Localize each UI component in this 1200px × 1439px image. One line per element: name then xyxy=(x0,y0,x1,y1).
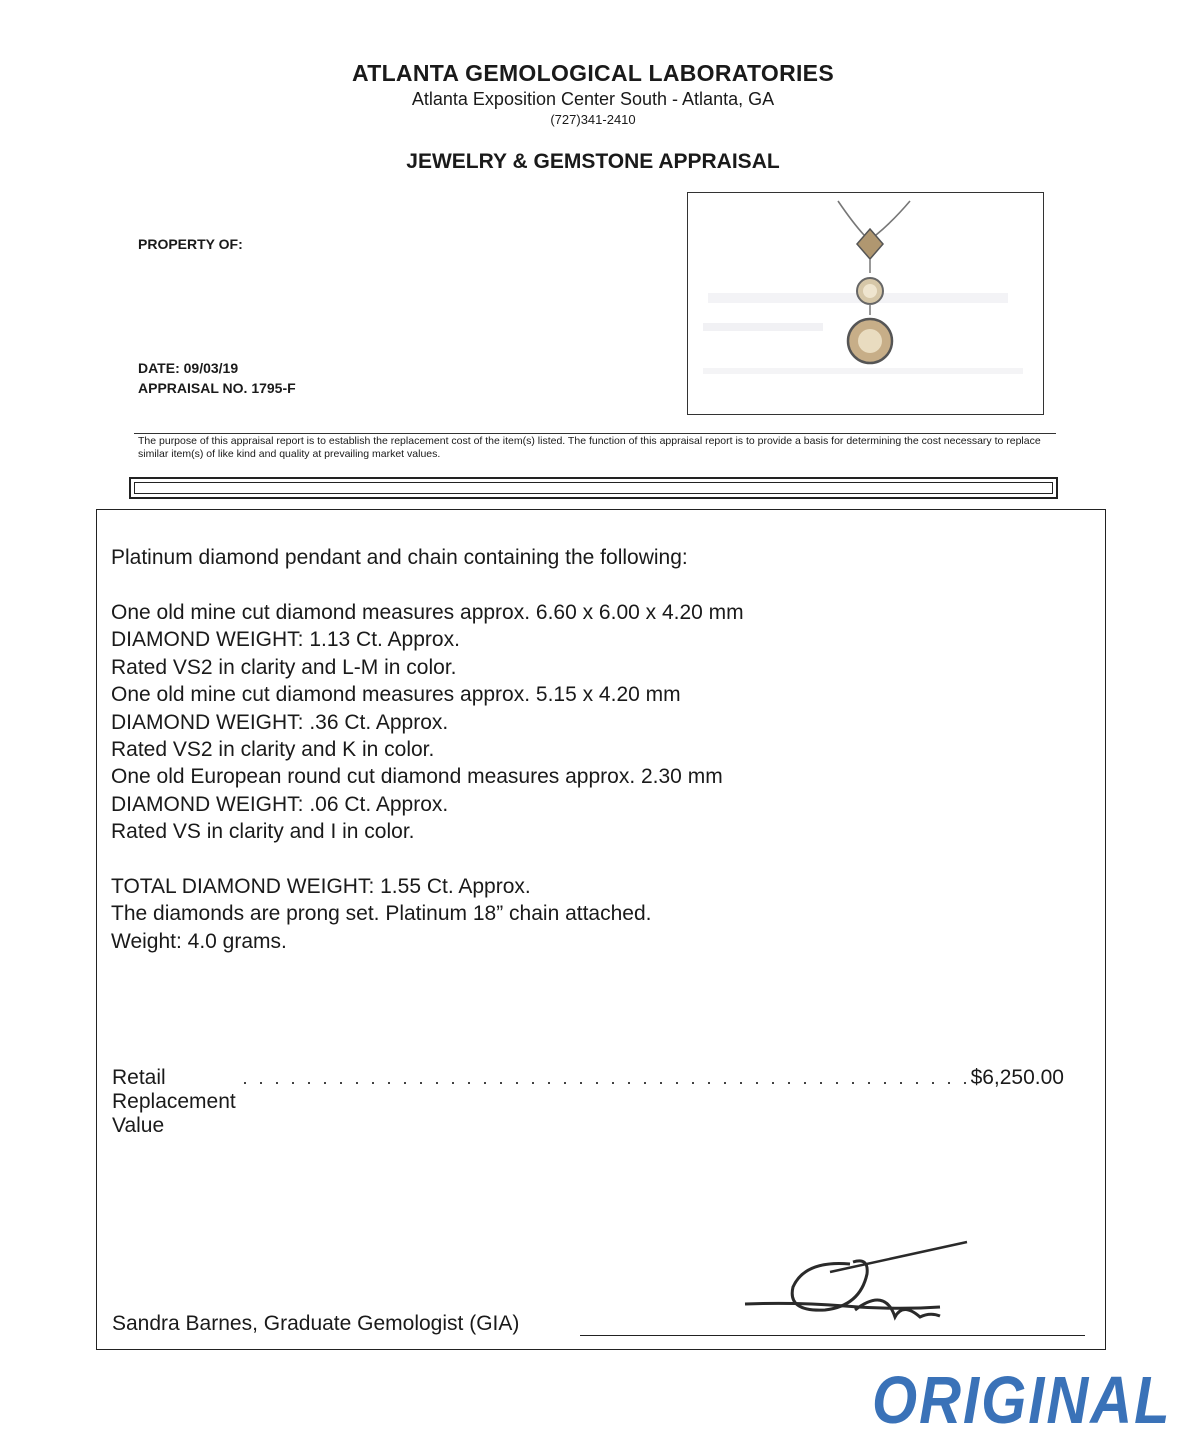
description-intro: Platinum diamond pendant and chain containing the following: xyxy=(111,546,688,569)
metal-weight: Weight: 4.0 grams. xyxy=(111,930,287,953)
total-weight: TOTAL DIAMOND WEIGHT: 1.55 Ct. Approx. xyxy=(111,875,531,898)
description-line: Rated VS2 in clarity and K in color. xyxy=(111,738,435,761)
dot-leader: . . . . . . . . . . . . . . . . . . . . . . . . . . . . . . . . . . . . . . . . . . . . . . xyxy=(242,1068,971,1088)
divider xyxy=(134,433,1056,434)
description-line: DIAMOND WEIGHT: 1.13 Ct. Approx. xyxy=(111,628,460,651)
signature-line xyxy=(580,1335,1085,1336)
property-of-label: PROPERTY OF: xyxy=(138,236,243,252)
double-border-bar xyxy=(129,477,1058,499)
valuation-amount: $6,250.00 xyxy=(970,1066,1064,1089)
description-line: DIAMOND WEIGHT: .36 Ct. Approx. xyxy=(111,711,449,734)
original-stamp: ORIGINAL xyxy=(872,1363,1172,1438)
lab-name: ATLANTA GEMOLOGICAL LABORATORIES xyxy=(352,60,834,86)
pendant-photo xyxy=(687,192,1044,415)
lab-phone: (727)341-2410 xyxy=(550,112,636,127)
signatory-name: Sandra Barnes, Graduate Gemologist (GIA) xyxy=(112,1312,520,1335)
valuation-label: Retail Replacement Value xyxy=(112,1066,236,1137)
appraisal-date: DATE: 09/03/19 xyxy=(138,360,239,376)
purpose-statement: The purpose of this appraisal report is to establish the replacement cost of the item(s) listed. The function of this appraisal report is to provide a basis for determining the cost necessary to replace similar item(s) of like kind and quality at prevailing market values. xyxy=(138,435,1041,460)
description-line: One old mine cut diamond measures approx. 6.60 x 6.00 x 4.20 mm xyxy=(111,601,744,624)
description-line: DIAMOND WEIGHT: .06 Ct. Approx. xyxy=(111,793,449,816)
lab-address: Atlanta Exposition Center South - Atlanta, GA xyxy=(411,89,775,109)
handwritten-signature xyxy=(735,1232,975,1332)
valuation-row xyxy=(112,1066,1064,1138)
setting-note: The diamonds are prong set. Platinum 18” chain attached. xyxy=(111,902,652,925)
description-line: One old mine cut diamond measures approx. 5.15 x 4.20 mm xyxy=(111,683,681,706)
document-title: JEWELRY & GEMSTONE APPRAISAL xyxy=(406,150,780,173)
description-line: Rated VS2 in clarity and L-M in color. xyxy=(111,656,457,679)
description-line: One old European round cut diamond measures approx. 2.30 mm xyxy=(111,765,723,788)
pendant-illustration xyxy=(688,193,1043,414)
description-line: Rated VS in clarity and I in color. xyxy=(111,820,415,843)
appraisal-number: APPRAISAL NO. 1795-F xyxy=(138,380,296,396)
